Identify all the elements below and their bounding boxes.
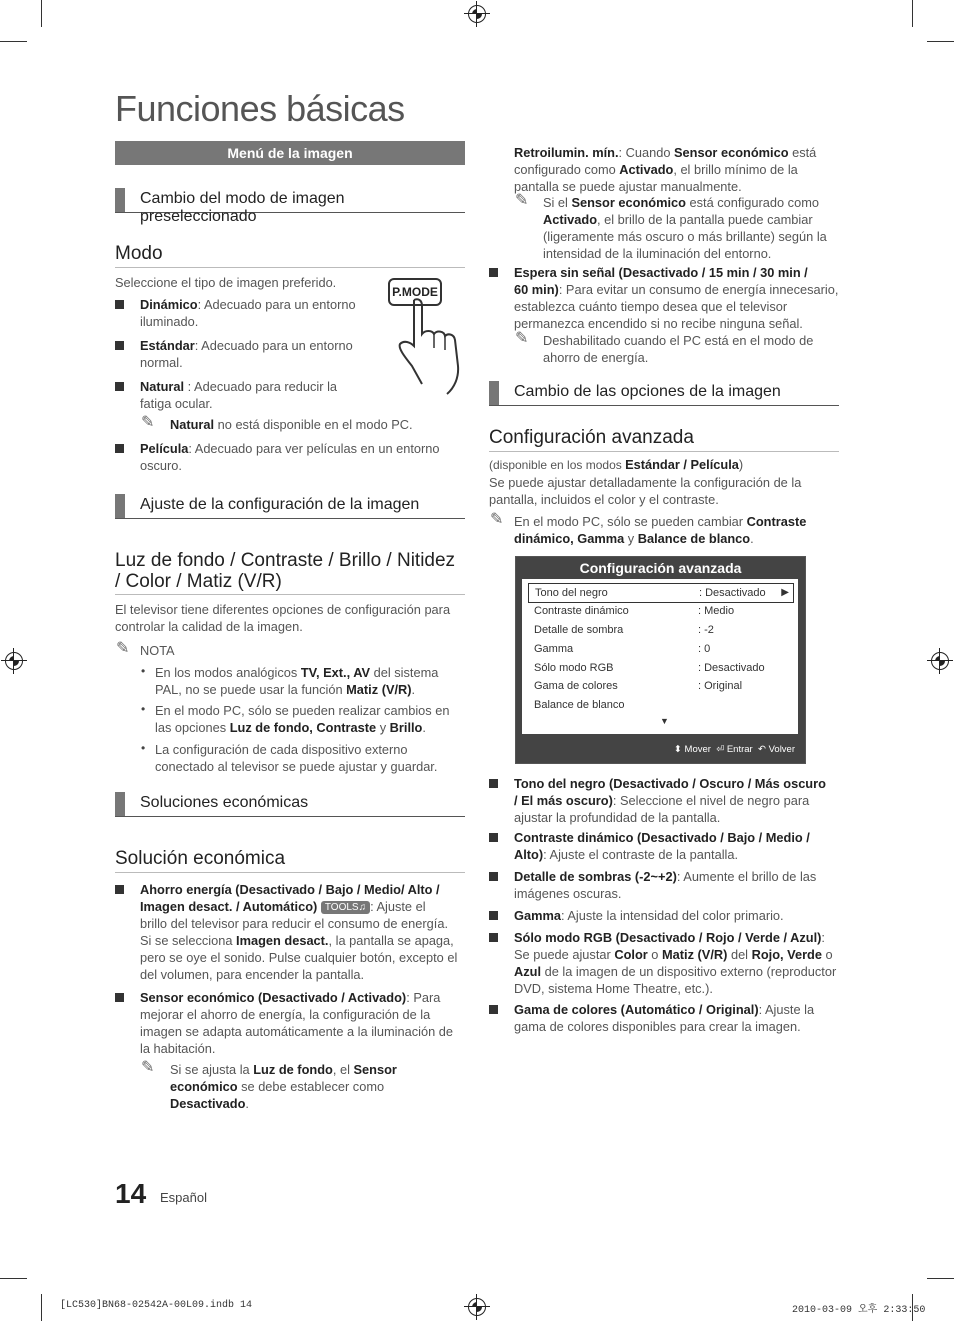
crop-mark bbox=[927, 1278, 954, 1279]
pmode-button-icon: P.MODE bbox=[388, 278, 442, 306]
natural-note: Natural no está disponible en el modo PC. bbox=[170, 417, 413, 432]
bullet-square bbox=[115, 300, 124, 309]
updown-icon: ⬍ bbox=[673, 744, 682, 755]
page-number: 14 bbox=[115, 1178, 147, 1209]
crop-mark bbox=[0, 41, 27, 42]
conf-intro: (disponible en los modos Estándar / Película) Se puede ajustar detalladamente la configuración de la pantalla, incluidos el color y el contraste. bbox=[489, 457, 802, 507]
espera-note: Deshabilitado cuando el PC está en el modo de ahorro de energía. bbox=[543, 333, 814, 365]
bullet-square bbox=[489, 268, 498, 277]
page-title: Funciones básicas bbox=[115, 88, 405, 129]
section-header bbox=[115, 494, 465, 519]
page-language: Español bbox=[160, 1190, 207, 1205]
section-header-text: Soluciones económicas bbox=[140, 794, 309, 811]
print-slug-right: 2010-03-09 오후 2:33:50 bbox=[792, 1305, 926, 1316]
osd-row-solo-modo-rgb[interactable]: Sólo modo RGB : Desactivado bbox=[534, 662, 765, 674]
section-header bbox=[115, 792, 465, 817]
gama-de-colores-item: Gama de colores (Automático / Original): Ajuste la gama de colores disponibles para crear la imagen. bbox=[514, 1002, 815, 1034]
note-pencil-icon: ✎ bbox=[141, 414, 155, 431]
return-icon: ↶ bbox=[757, 744, 766, 755]
osd-row-balance-de-blanco[interactable]: Balance de blanco bbox=[534, 699, 625, 711]
osd-row-contraste-dinamico[interactable]: Contraste dinámico : Medio bbox=[534, 605, 735, 617]
osd-title: Configuración avanzada bbox=[579, 560, 742, 576]
modo-intro: Seleccione el tipo de imagen preferido. bbox=[115, 275, 337, 290]
crop-mark bbox=[0, 1278, 27, 1279]
registration-mark-icon bbox=[5, 652, 23, 670]
bullet-dot: • bbox=[141, 664, 146, 678]
scroll-down-icon[interactable]: ▼ bbox=[660, 716, 669, 726]
bullet-square bbox=[489, 1005, 498, 1014]
section-header bbox=[115, 188, 465, 225]
section-header-text: Cambio del modo de imagen preseleccionado bbox=[140, 190, 345, 225]
enter-icon: ⏎ bbox=[716, 744, 725, 755]
registration-mark-icon bbox=[468, 5, 486, 23]
note-pencil-icon: ✎ bbox=[515, 330, 529, 347]
solo-modo-rgb-item: Sólo modo RGB (Desactivado / Rojo / Verde / Azul): Se puede ajustar Color o Matiz (V/R) del Rojo, Verde o Azul de la imagen de un dispositivo externo (reproductor DVD, sistema Home Theatre, etc.). bbox=[514, 930, 837, 996]
bullet-square bbox=[115, 444, 124, 453]
osd-row-detalle-de-sombra[interactable]: Detalle de sombra : -2 bbox=[534, 624, 714, 636]
heading-modo: Modo bbox=[115, 243, 465, 268]
bullet-square bbox=[115, 341, 124, 350]
note-pencil-icon: ✎ bbox=[116, 640, 130, 657]
ahorro-energia-item: Ahorro energía (Desactivado / Bajo / Medio/ Alto / Imagen desact. / Automático) TOOLS♫ : Ajuste el brillo del televisor para reducir el consumo de energía. Si se selecciona Imagen desact., la pantalla se apaga, pero se oye el sonido. Pulse cualquier botón, excepto el del volumen, para encender la pantalla. bbox=[140, 882, 458, 982]
bullet-square bbox=[115, 993, 124, 1002]
heading-configuracion-avanzada: Configuración avanzada bbox=[489, 427, 839, 452]
note-pencil-icon: ✎ bbox=[515, 192, 529, 209]
menu-header-bar: Menú de la imagen bbox=[115, 141, 465, 165]
registration-mark-icon bbox=[468, 1298, 486, 1316]
section-header-text: Ajuste de la configuración de la imagen bbox=[140, 496, 420, 513]
crop-mark bbox=[41, 1294, 42, 1321]
conf-note: En el modo PC, sólo se pueden cambiar Contraste dinámico, Gamma y Balance de blanco. bbox=[514, 514, 807, 546]
retroilumin-note: Si el Sensor económico está configurado como Activado, el brillo de la pantalla puede cambiar (ligeramente más oscuro o más brillante) según la intensidad de la iluminación del entorno. bbox=[543, 195, 827, 261]
nota-item: La configuración de cada dispositivo externo conectado al televisor se puede ajustar y guardar. bbox=[155, 742, 438, 774]
registration-mark-icon bbox=[931, 652, 949, 670]
note-pencil-icon: ✎ bbox=[141, 1059, 155, 1076]
gamma-item: Gamma: Ajuste la intensidad del color primario. bbox=[514, 908, 784, 923]
osd-panel bbox=[522, 579, 798, 734]
heading-solucion-economica: Solución económica bbox=[115, 848, 465, 873]
bullet-square bbox=[115, 382, 124, 391]
osd-row-gama-de-colores[interactable]: Gama de colores : Original bbox=[534, 680, 743, 692]
section-header bbox=[489, 381, 839, 406]
modo-item-pelicula: Película: Adecuado para ver películas en un entorno oscuro. bbox=[140, 441, 440, 473]
nota-item: En el modo PC, sólo se pueden realizar cambios en las opciones Luz de fondo, Contraste y Brillo. bbox=[155, 703, 450, 735]
modo-item-dinamico: Dinámico: Adecuado para un entorno iluminado. bbox=[140, 297, 356, 329]
espera-sin-senal-item: Espera sin señal (Desactivado / 15 min / 30 min / 60 min): Para evitar un consumo de energía innecesario, establezca cuánto tiempo desea que el televisor permanezca encendido si no recibe ninguna señal. bbox=[514, 265, 839, 331]
print-slug-left: [LC530]BN68-02542A-00L09.indb 14 bbox=[60, 1300, 253, 1311]
bullet-dot: • bbox=[141, 702, 146, 716]
modo-item-estandar: Estándar: Adecuado para un entorno normal. bbox=[140, 338, 353, 370]
hand-press-icon bbox=[392, 296, 467, 396]
note-pencil-icon: ✎ bbox=[490, 511, 504, 528]
arrow-right-icon: ▶ bbox=[781, 587, 789, 598]
bullet-square bbox=[489, 933, 498, 942]
bullet-square bbox=[489, 872, 498, 881]
sensor-note: Si se ajusta la Luz de fondo, el Sensor económico se debe establecer como Desactivado. bbox=[170, 1062, 397, 1111]
osd-footer: ⬍ Mover ⏎ Entrar ↶ Volver bbox=[673, 744, 795, 755]
nota-item: En los modos analógicos TV, Ext., AV del sistema PAL, no se puede usar la función Matiz (V/R). bbox=[155, 665, 439, 697]
crop-mark bbox=[912, 0, 913, 27]
tono-del-negro-item: Tono del negro (Desactivado / Oscuro / Más oscuro / El más oscuro): Seleccione el nivel de negro para ajustar la profundidad de la pantalla. bbox=[514, 776, 826, 825]
heading-luz-de-fondo: Luz de fondo / Contraste / Brillo / Nitidez / Color / Matiz (V/R) bbox=[115, 550, 465, 595]
osd-row-tono-del-negro[interactable]: Tono del negro : Desactivado ▶ bbox=[528, 583, 794, 603]
detalle-de-sombras-item: Detalle de sombras (-2~+2): Aumente el brillo de las imágenes oscuras. bbox=[514, 869, 817, 901]
bullet-dot: • bbox=[141, 741, 146, 755]
bullet-square bbox=[489, 911, 498, 920]
crop-mark bbox=[927, 41, 954, 42]
contraste-dinamico-item: Contraste dinámico (Desactivado / Bajo / Medio / Alto): Ajuste el contraste de la pantalla. bbox=[514, 830, 810, 862]
nota-label: NOTA bbox=[140, 643, 175, 658]
modo-item-natural: Natural : Adecuado para reducir la fatiga ocular. bbox=[140, 379, 338, 411]
bullet-square bbox=[115, 885, 124, 894]
luz-intro: El televisor tiene diferentes opciones de configuración para controlar la calidad de la imagen. bbox=[115, 602, 451, 634]
retroilumin-item: Retroilumin. mín.: Cuando Sensor económico está configurado como Activado, el brillo mínimo de la pantalla se puede ajustar manualmente. bbox=[514, 145, 817, 194]
osd-row-gamma[interactable]: Gamma : 0 bbox=[534, 643, 711, 655]
tools-button-icon: TOOLS♫ bbox=[321, 901, 370, 914]
section-header-text: Cambio de las opciones de la imagen bbox=[514, 383, 781, 400]
bullet-square bbox=[489, 833, 498, 842]
sensor-economico-item: Sensor económico (Desactivado / Activado): Para mejorar el ahorro de energía, la configuración de la imagen se adapta automáticamente a la iluminación de la habitación. bbox=[140, 990, 454, 1056]
bullet-square bbox=[489, 779, 498, 788]
crop-mark bbox=[41, 0, 42, 27]
osd-configuracion-avanzada bbox=[515, 556, 806, 764]
